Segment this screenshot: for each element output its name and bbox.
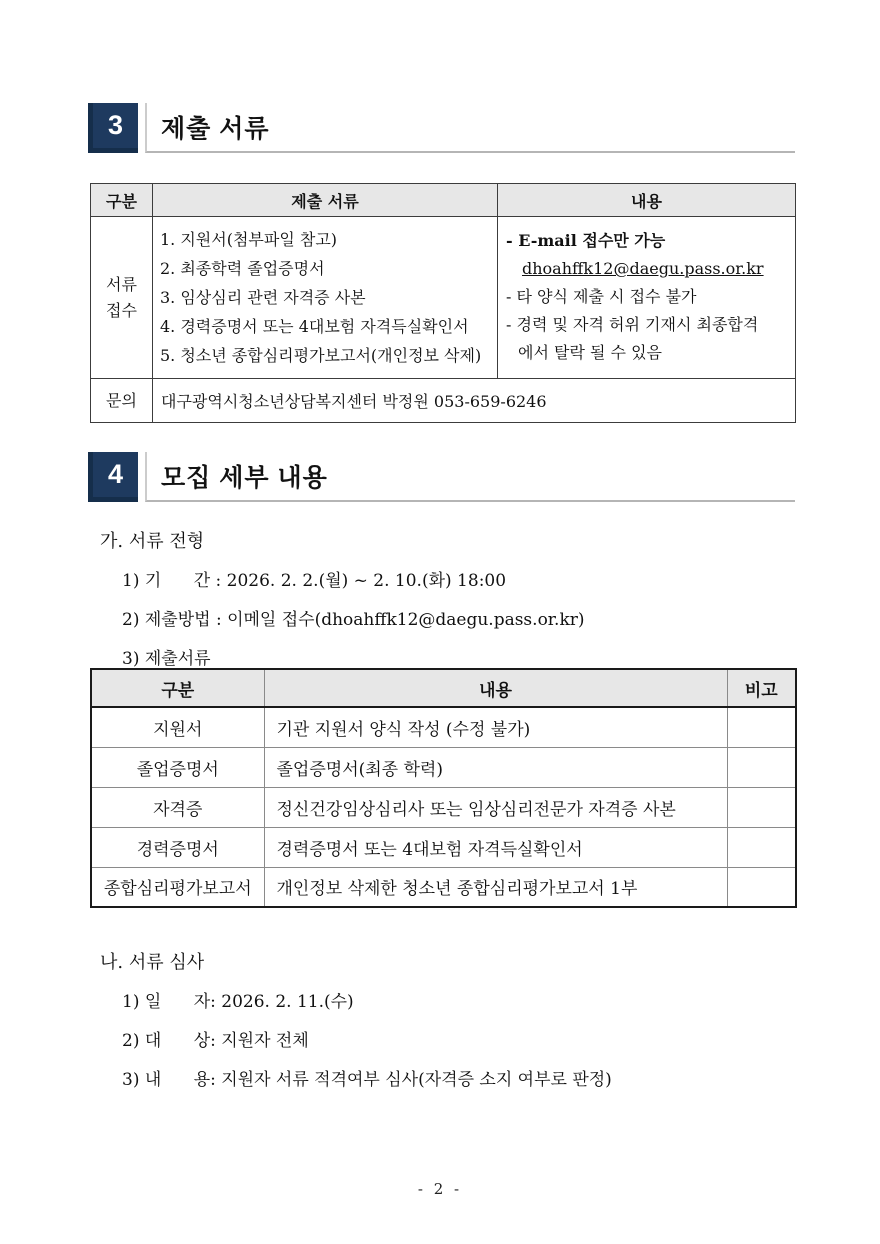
list-item: 1. 지원서(첨부파일 참고) (160, 230, 338, 249)
contact-label: 문의 (91, 379, 153, 423)
section-3-header (88, 103, 795, 153)
column-header-note: 비고 (727, 669, 796, 707)
contact-info: 대구광역시청소년상담복지센터 박정원 053-659-6246 (153, 379, 796, 423)
note-cell (727, 827, 796, 867)
note-email-only: - E-mail 접수만 가능 (506, 231, 666, 250)
email-address: dhoahffk12@daegu.pass.or.kr (522, 259, 764, 278)
section-4-header (88, 452, 795, 502)
required-documents-table (90, 668, 797, 908)
column-header-category: 구분 (91, 184, 153, 217)
table-row-receipt (91, 217, 796, 379)
date-item: 1) 일 자: 2026. 2. 11.(수) (122, 992, 354, 1012)
note-false-statement-cont: 에서 탈락 될 수 있음 (518, 343, 662, 362)
table-row: 종합심리평가보고서 개인정보 삭제한 청소년 종합심리평가보고서 1부 (91, 867, 796, 907)
document-list (153, 217, 498, 379)
content-item: 3) 내 용: 지원자 서류 적격여부 심사(자격증 소지 여부로 판정) (122, 1070, 612, 1090)
table-row-contact (91, 379, 796, 423)
list-item: 3. 임상심리 관련 자격증 사본 (160, 288, 366, 307)
table-row: 자격증 정신건강임상심리사 또는 임상심리전문가 자격증 사본 (91, 787, 796, 827)
note-cell (727, 787, 796, 827)
receipt-label: 서류 접수 (91, 217, 153, 379)
notes-list (498, 217, 796, 379)
period-item: 1) 기 간 : 2026. 2. 2.(월) ~ 2. 10.(화) 18:00 (122, 571, 507, 591)
table-row: 지원서 기관 지원서 양식 작성 (수정 불가) (91, 707, 796, 747)
table-header-row (91, 669, 796, 707)
section-4-number-badge: 4 (88, 452, 138, 502)
submission-documents-table (90, 183, 796, 423)
subsection-document-review (100, 948, 612, 1107)
subsection-b-heading: 나. 서류 심사 (100, 952, 205, 973)
subsection-a-heading: 가. 서류 전형 (100, 531, 205, 552)
column-header-documents: 제출 서류 (153, 184, 498, 217)
documents-item: 3) 제출서류 (122, 649, 211, 669)
target-item: 2) 대 상: 지원자 전체 (122, 1031, 309, 1051)
method-item: 2) 제출방법 : 이메일 접수(dhoahffk12@daegu.pass.or.kr) (122, 610, 585, 630)
section-3-number-badge: 3 (88, 103, 138, 153)
note-cell (727, 747, 796, 787)
note-other-format: - 타 양식 제출 시 접수 불가 (506, 287, 697, 306)
list-item: 4. 경력증명서 또는 4대보험 자격득실확인서 (160, 317, 469, 336)
table-header-row (91, 184, 796, 217)
note-cell (727, 867, 796, 907)
column-header-content: 내용 (264, 669, 727, 707)
list-item: 5. 청소년 종합심리평가보고서(개인정보 삭제) (160, 346, 482, 365)
column-header-content: 내용 (498, 184, 796, 217)
table-row: 졸업증명서 졸업증명서(최종 학력) (91, 747, 796, 787)
column-header-category: 구분 (91, 669, 264, 707)
note-false-statement: - 경력 및 자격 허위 기재시 최종합격 (506, 315, 759, 334)
table-row: 경력증명서 경력증명서 또는 4대보험 자격득실확인서 (91, 827, 796, 867)
page-number: - 2 - (417, 1180, 463, 1198)
section-3-title: 제출 서류 (145, 103, 795, 153)
section-4-title: 모집 세부 내용 (145, 452, 795, 502)
list-item: 2. 최종학력 졸업증명서 (160, 259, 325, 278)
note-cell (727, 707, 796, 747)
subsection-document-screening (100, 527, 585, 686)
